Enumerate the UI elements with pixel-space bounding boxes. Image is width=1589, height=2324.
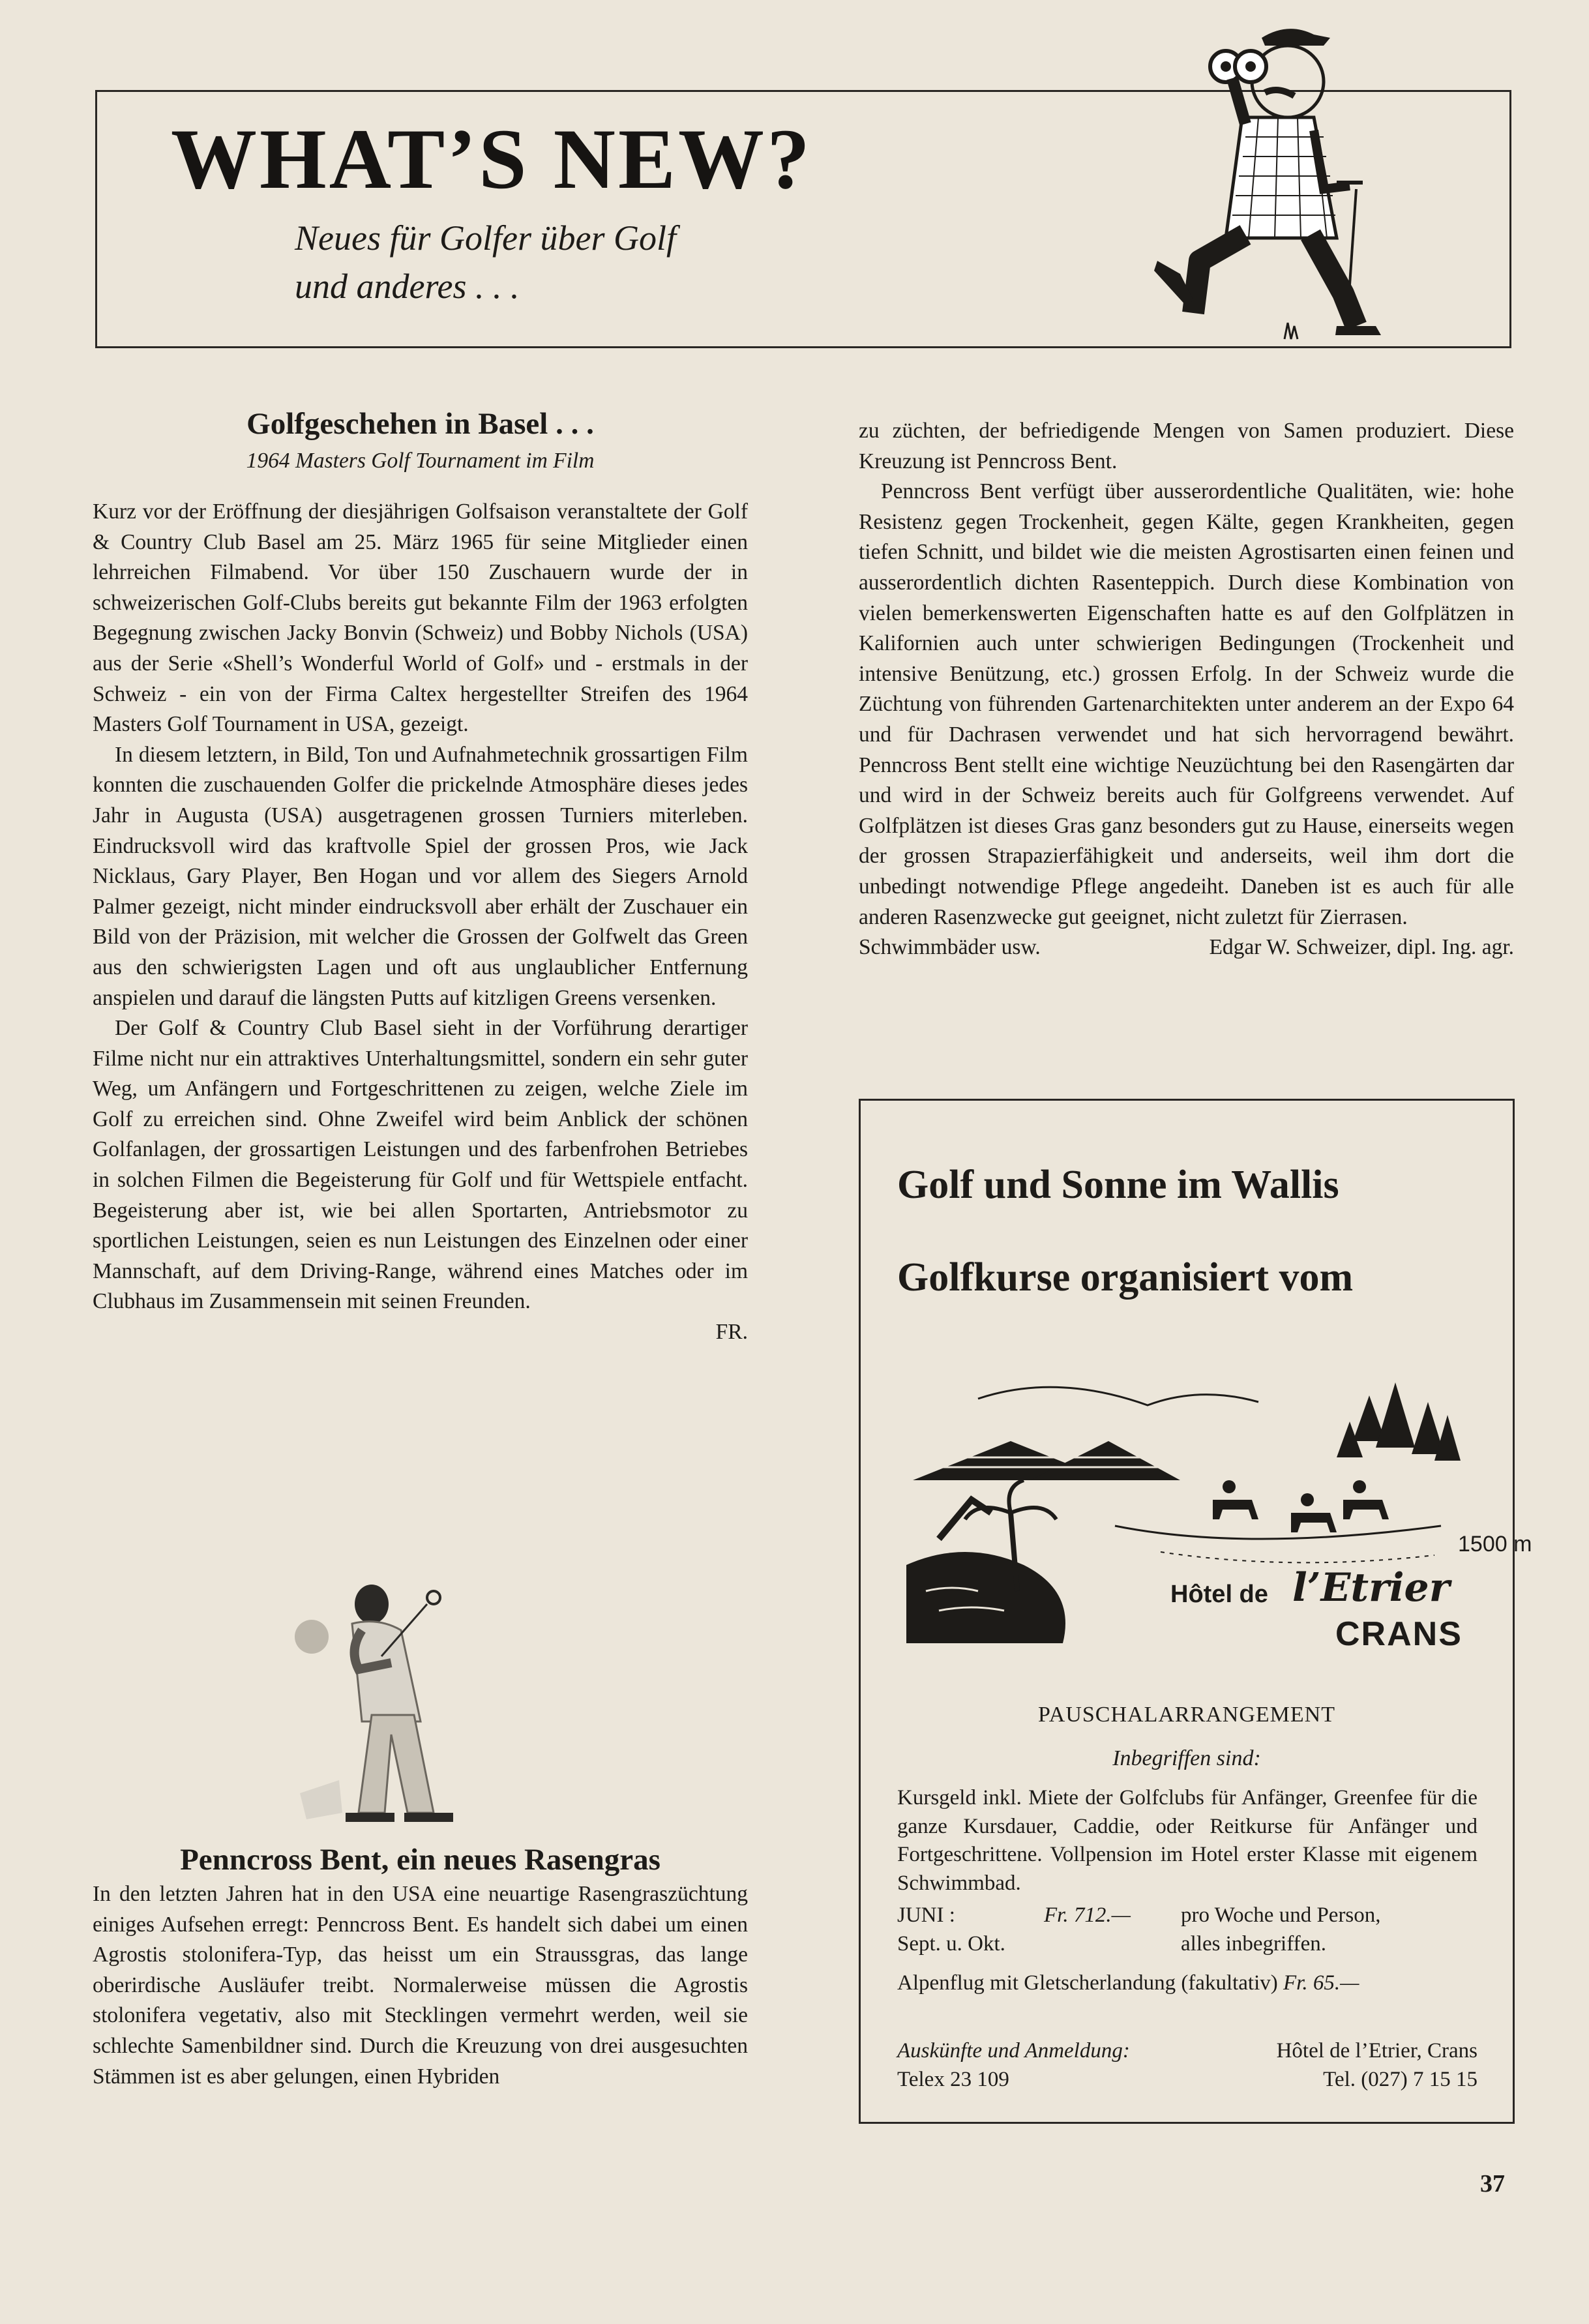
subtitle-line-1: Neues für Golfer über Golf [295, 218, 676, 258]
ad-contact-row [897, 2037, 1478, 2066]
ad-price-row [897, 1901, 1478, 1930]
ad-included-text: Kursgeld inkl. Miete der Golfclubs für Anfänger, Greenfee für die ganze Kursdauer, Caddie, oder Reitkurse für Anfänger und Fortgeschrittene. Vollpension im Hotel erster Klasse mit eigenem Schwimmbad. [897, 1786, 1478, 1895]
ad-price-note: alles inbegriffen. [1181, 1931, 1326, 1956]
ad-flight-text: Alpenflug mit Gletscherlandung (fakultativ) [897, 1971, 1278, 1995]
ad-included-label: Inbegriffen sind: [1112, 1746, 1261, 1770]
page-number: 37 [1480, 2170, 1505, 2197]
ad-flight-price: Fr. 65.— [1283, 1971, 1359, 1995]
ad-price-note: pro Woche und Person, [1181, 1903, 1381, 1927]
ad-price-value [1044, 1930, 1181, 1959]
basel-article-heading: Golfgeschehen in Basel . . . [246, 407, 594, 441]
basel-paragraph-1: Kurz vor der Eröffnung der diesjährigen Golfsaison veranstaltete der Golf & Country Club Basel am 25. März 1965 für seine Mitglieder einen lehrreichen Filmabend. Vor über 150 Zuschauern wurde der in schweizerischen Golf-Clubs bereits gut bekannte Film der 1963 erfolgten Begegnung zwischen Jacky Bonvin (Schweiz) und Bobby Nichols (USA) aus der Serie «Shell’s Wonderful World of Golf» und - erstmals in der Schweiz - ein von der Firma Caltex hergestellter Streifen des 1964 Masters Golf Tournament in USA, gezeigt. [93, 499, 748, 737]
penncross-last-line: Schwimmbäder usw. [859, 935, 1041, 960]
ad-price-period: Sept. u. Okt. [897, 1931, 1005, 1956]
ad-headline-1: Golf und Sonne im Wallis [897, 1163, 1339, 1207]
ad-price-table [897, 1901, 1478, 1958]
ad-altitude: 1500 m [1458, 1532, 1532, 1557]
penncross-byline-row [859, 932, 1514, 963]
ad-telephone: Tel. (027) 7 15 15 [1323, 2067, 1478, 2091]
basel-article-subheading: 1964 Masters Golf Tournament im Film [246, 449, 595, 473]
header-subtitle [295, 214, 676, 310]
ad-flight-offer [897, 1971, 1478, 1995]
ad-price-value: Fr. 712.— [1044, 1903, 1131, 1927]
ad-package-title: PAUSCHALARRANGEMENT [1037, 1703, 1336, 1727]
ad-contact-hotel: Hôtel de l’Etrier, Crans [1276, 2039, 1478, 2063]
ad-contact-info [897, 2037, 1478, 2094]
ad-price-row [897, 1930, 1478, 1959]
ad-headline-2: Golfkurse organisiert vom [897, 1255, 1354, 1300]
subtitle-line-2: und anderes . . . [295, 267, 520, 306]
penncross-article-continued [859, 416, 1514, 963]
basel-signoff: FR. [715, 1320, 748, 1345]
ad-hotel-name-logo: l’Etrier [1292, 1565, 1450, 1611]
penncross-paragraph-1: In den letzten Jahren hat in den USA eine neuartige Rasengraszüchtung einiges Aufsehen erregt: Penncross Bent. Es handelt sich dabei um einen Agrostis stolonifera-Typ, das heisst um ein Straussgras, das lange oberirdische Ausläufer treibt. Normalerweise müssen die Agrostis stolonifera vegetativ, also mit Stecklingen vermehrt werden, weil sie schlechte Samenbildner sind. Durch die Kreuzung von drei ausgesuchten Stämmen ist es aber gelungen, einen Hybriden [93, 1882, 748, 2089]
penncross-paragraph-1-continued: zu züchten, der befriedigende Mengen von Samen produziert. Diese Kreuzung ist Penncross Bent. [859, 419, 1514, 473]
ad-town: CRANS [1335, 1615, 1463, 1653]
cartoon-golfer-binoculars-illustration [1121, 20, 1395, 346]
ad-contact-row [897, 2066, 1478, 2094]
ad-telex: Telex 23 109 [897, 2067, 1009, 2091]
basel-paragraph-2: In diesem letztern, in Bild, Ton und Aufnahmetechnik grossartigen Film konnten die zuschauenden Golfer die prickelnde Atmosphäre dieses jedes Jahr in Augusta (USA) ausgetragenen grossen Turniers miterleben. Eindrucksvoll wird das kraftvolle Spiel der grossen Pros, wie Jack Nicklaus, Gary Player, Ben Hogan und vor allem des Siegers Arnold Palmer gezeigt, nicht minder eindrucksvoll aber erhält der Zuschauer ein Bild von der Präzision, mit welcher die Grossen der Golfwelt das Green aus den schwierigsten Lagen und oft aus unglaublicher Entfernung anspielen und darauf die längsten Putts auf kitzligen Greens versenken. [93, 742, 748, 1010]
ad-price-period: JUNI : [897, 1903, 955, 1927]
penncross-article-body [93, 1879, 748, 2092]
penncross-byline: Edgar W. Schweizer, dipl. Ing. agr. [1209, 935, 1514, 960]
penncross-paragraph-2: Penncross Bent verfügt über ausserordentliche Qualitäten, wie: hohe Resistenz gegen Trockenheit, gegen Kälte, gegen Krankheiten, gegen tiefen Schnitt, und bildet wie die meisten Agrostisarten einen feinen und ausserordentlich dichten Rasenteppich. Durch diese Kombination von vielen bemerkenswerten Eigenschaften hatte es auf den Golfplätzen in Kalifornien auch unter schwierigen Bedingungen (Trockenheit und intensive Benützung, etc.) grossen Erfolg. In der Schweiz wurde die Züchtung von führenden Gartenarchitekten unter anderem an der Expo 64 und für Dachrasen verwendet und hat sich hervorragend bewährt. Penncross Bent stellt eine wichtige Neuzüchtung bei den Rasengärten dar und wird in der Schweiz bereits auch für Golfgreens verwendet. Auf Golfplätzen ist dieses Gras ganz besonders gut zu Hause, einerseits wegen der grossen Strapazierfähigkeit und anderseits, weil ihm dort die unbedingt notwendige Pflege angedeiht. Daneben ist es auch für alle anderen Rasenzwecke gut geeignet, nicht zuletzt für Zierrasen. [859, 479, 1514, 929]
golfer-swing-photo [274, 1578, 502, 1826]
basel-paragraph-3: Der Golf & Country Club Basel sieht in der Vorführung derartiger Filme nicht nur ein attraktives Unterhaltungsmittel, sondern ein sehr guter Weg, um Anfängern und Fortgeschrittenen zu zeigen, welche Ziele im Golf zu erreichen sind. Ohne Zweifel wird beim Anblick der schönen Golfanlagen, der grossartigen Leistungen und des farbenfrohen Betriebes in solchen Filmen die Begeisterung für Golf und für Wettspiele entfacht. Begeisterung aber ist, wie bei allen Sportarten, Antriebsmotor zu sportlichen Leistungen, seien es nun Leistungen des Einzelnen oder einer Mannschaft, auf dem Driving-Range, während eines Matches oder im Clubhaus im Zusammensein mit seinen Freunden. [93, 1016, 748, 1314]
ad-contact-label: Auskünfte und Anmeldung: [897, 2039, 1130, 2063]
ad-hotel-prefix: Hôtel de [1170, 1581, 1268, 1608]
basel-article-body [93, 497, 748, 1348]
penncross-article-heading: Penncross Bent, ein neues Rasengras [180, 1843, 661, 1877]
page-title: WHAT’S NEW? [171, 111, 812, 207]
